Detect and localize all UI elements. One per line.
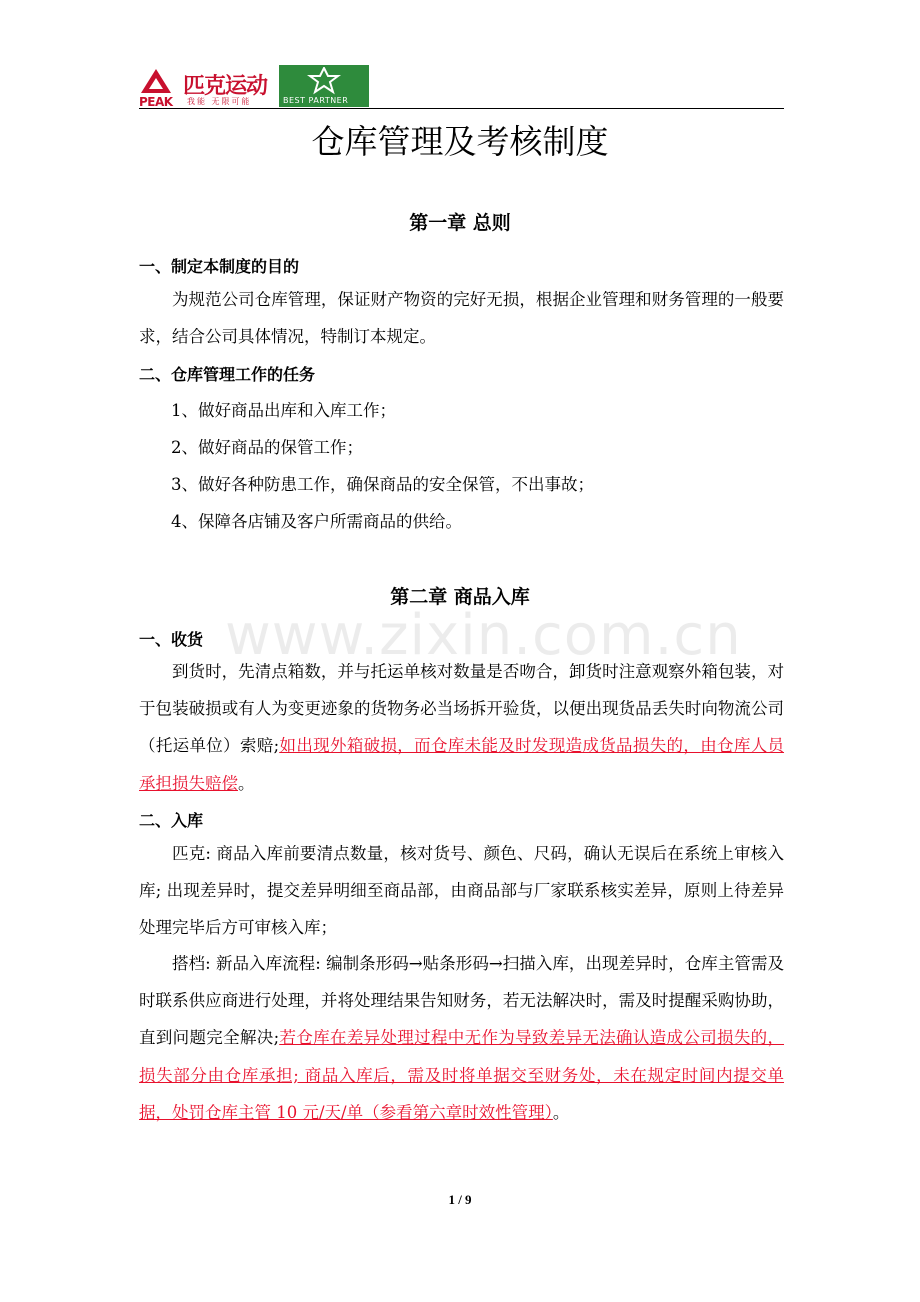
- best-partner-text: BEST PARTNER: [283, 96, 349, 105]
- chapter-2-heading: 第二章 商品入库: [390, 586, 530, 608]
- penalty-note: 若仓库在差异处理过程中无作为导致差异无法确认造成公司损失的，损失部分由仓库承担; 商品入库后，需及时将单据交至财务处，未在规定时间内提交单据，处罚仓库主管 10 元/天/单（参看第六章时效性管理）: [139, 1028, 785, 1122]
- task-item: 2、做好商品的保管工作；: [171, 438, 363, 457]
- chapter-1-heading: 第一章 总则: [409, 212, 511, 234]
- task-item: 4、保障各店铺及客户所需商品的供给。: [171, 512, 462, 531]
- peak-logo-icon: [139, 67, 183, 107]
- section-receiving-text: 到货时，先清点箱数，并与托运单核对数量是否吻合，卸货时注意观察外箱包装，对于包装破损或有人为变更迹象的货物务必当场拆开验货，以便出现货品丢失时向物流公司（托运单位）索赔;如出现外箱破损，而仓库未能及时发现造成货品损失的，由仓库人员承担损失赔偿。: [139, 662, 785, 793]
- watermark: www.zixin.com.cn: [225, 603, 742, 668]
- penalty-note: 如出现外箱破损，而仓库未能及时发现造成货品损失的，由仓库人员承担损失赔偿: [139, 736, 785, 793]
- section-warehousing-peak: 匹克: 商品入库前要清点数量，核对货号、颜色、尺码，确认无误后在系统上审核入库; 出现差异时，提交差异明细至商品部，由商品部与厂家联系核实差异，原则上待差异处理完毕后方可审核入库；: [139, 844, 784, 938]
- star-emblem-icon: [307, 67, 341, 95]
- section-warehousing-partner: 搭档: 新品入库流程: 编制条形码→贴条形码→扫描入库，出现差异时，仓库主管需及时联系供应商进行处理，并将处理结果告知财务，若无法解决时，需及时提醒采购协助，直到问题完全解决;若仓库在差异处理过程中无作为导致差异无法确认造成公司损失的，损失部分由仓库承担; 商品入库后，需及时将单据交至财务处，未在规定时间内提交单据，处罚仓库主管 10 元/天/单（参看第六章时效性管理）。: [139, 954, 785, 1122]
- section-purpose-text: 为规范公司仓库管理，保证财产物资的完好无损，根据企业管理和财务管理的一般要求，结合公司具体情况，特制订本规定。: [139, 290, 784, 347]
- task-item: 1、做好商品出库和入库工作；: [171, 401, 396, 420]
- best-partner-logo: [279, 65, 369, 107]
- brand-name-cn: 匹克运动: [183, 74, 268, 99]
- page-header: [139, 63, 784, 111]
- page-title: 仓库管理及考核制度: [311, 122, 609, 161]
- task-item: 3、做好各种防患工作，确保商品的安全保管，不出事故；: [171, 475, 594, 494]
- section-purpose-title: 一、制定本制度的目的: [139, 257, 300, 276]
- peak-logo-text: PEAK: [139, 95, 173, 109]
- section-warehousing-title: 二、入库: [139, 811, 204, 830]
- section-receiving-title: 一、收货: [139, 630, 204, 649]
- header-rule: [139, 108, 784, 109]
- page-number: 1 / 9: [448, 1192, 472, 1207]
- brand-slogan: 我能 无限可能: [187, 97, 252, 106]
- section-tasks-title: 二、仓库管理工作的任务: [139, 365, 316, 384]
